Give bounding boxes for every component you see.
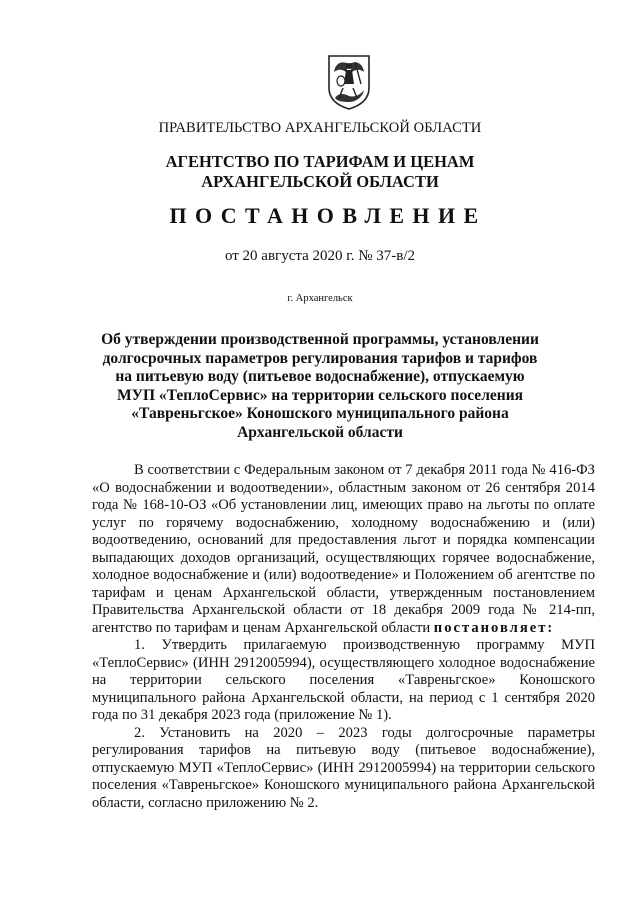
document-type: ПОСТАНОВЛЕНИЕ	[169, 203, 487, 228]
agency-name-line1: АГЕНТСТВО ПО ТАРИФАМ И ЦЕНАМ	[165, 152, 475, 171]
subject-line1: Об утверждении производственной программы, установлении	[101, 331, 539, 348]
subject-line6: Архангельской области	[237, 423, 403, 441]
government-name: ПРАВИТЕЛЬСТВО АРХАНГЕЛЬСКОЙ ОБЛАСТИ	[158, 120, 482, 136]
subject-line2: долгосрочных параметров регулирования тарифов и тарифов	[102, 349, 538, 367]
subject-line4: МУП «ТеплоСервис» на территории сельского поселения	[116, 386, 524, 404]
subject-line5: «Тавреньгское» Коношского муниципального района	[131, 405, 509, 422]
preamble-text: В соответствии с Федеральным законом от 7 декабря 2011 года № 416-ФЗ «О водоснабжении и водоотведении», областным законом от 26 сентября 2014 года № 168-10-ОЗ «Об установлении лиц, имеющих право на льготы по оплате услуг по горячему водоснабжению, холодному водоснабжению и (или) водоотведению, оснований для предоставления льгот и порядка компенсации выпадающих доходов организаций, осуществляющих горячее водоснабжение, холодное водоснабжение и (или) водоотведение» и Положением об агентстве по тарифам и ценам Архангельской области, утвержденным постановлением Правительства Архангельской области от 18 декабря 2009 года № 214-пп, агентство по тарифам и ценам Архангельской области	[92, 462, 595, 636]
item-1-paragraph: 1. Утвердить прилагаемую производственную программу МУП «ТеплоСервис» (ИНН 2912005994), осуществляющего холодное водоснабжение на территории сельского поселения «Тавреньгское» Коношского муниципального района Архангельской области, на период с 1 сентября 2020 года по 31 декабря 2023 года (приложение № 1).	[92, 637, 595, 723]
document-body	[92, 462, 595, 812]
document-city: г. Архангельск	[287, 293, 353, 304]
document-subject	[0, 331, 640, 442]
agency-name	[0, 152, 640, 192]
decree-word: постановляет:	[433, 619, 555, 636]
item-2-paragraph: 2. Установить на 2020 – 2023 годы долгосрочные параметры регулирования тарифов на питьевую воду (питьевое водоснабжение), отпускаемую МУП «ТеплоСервис» (ИНН 2912005994) на территории сельского поселения «Тавреньгское» Коношского муниципального района Архангельской области, согласно приложению № 2.	[92, 724, 595, 811]
agency-name-line2: АРХАНГЕЛЬСКОЙ ОБЛАСТИ	[201, 172, 439, 191]
document-date-number: от 20 августа 2020 г. № 37-в/2	[224, 248, 416, 264]
preamble-paragraph	[92, 462, 595, 637]
subject-line3: на питьевую воду (питьевое водоснабжение), отпускаемую	[115, 368, 525, 385]
coat-of-arms-icon	[327, 54, 371, 110]
